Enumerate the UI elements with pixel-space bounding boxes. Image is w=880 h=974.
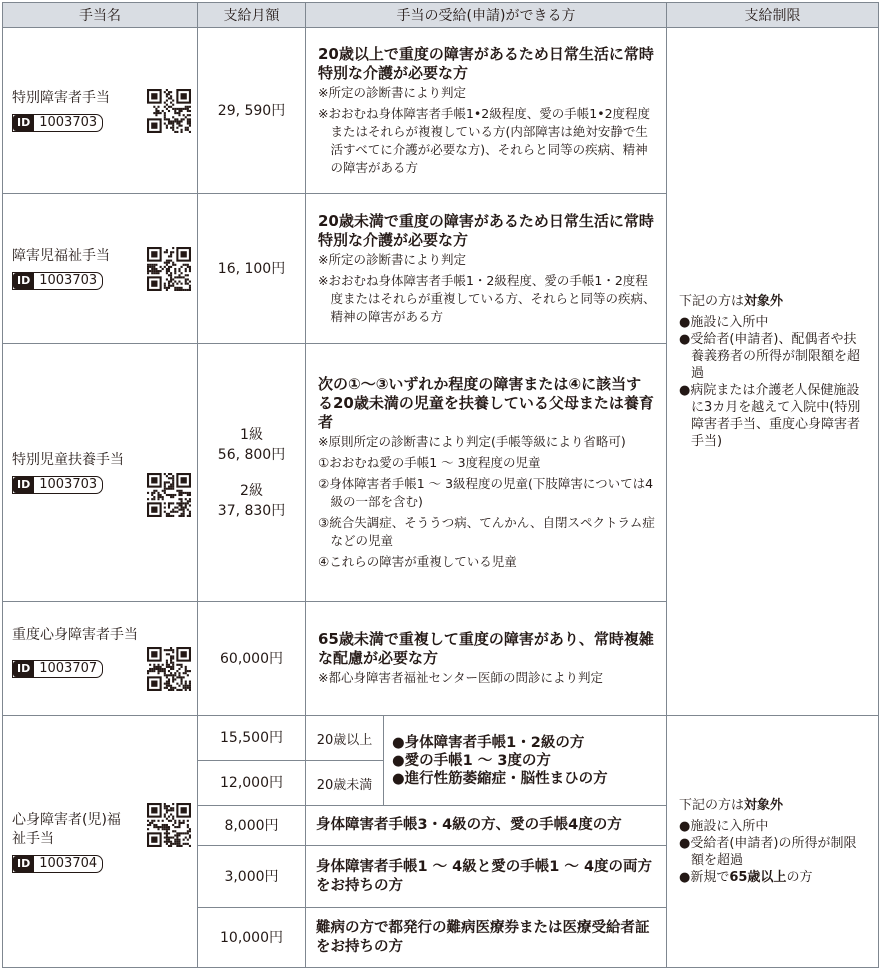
restriction-cell-top	[667, 28, 879, 716]
age-value: 20歳未満	[316, 777, 373, 793]
amount-value: 10,000円	[220, 929, 283, 946]
grade2-amount: 37, 830円	[217, 502, 286, 519]
restriction-item	[679, 869, 868, 886]
allowance-table	[2, 2, 879, 968]
id-badge[interactable]	[12, 660, 103, 678]
eligibility-cell: 身体障害者手帳1 ～ 4級と愛の手帳1 ～ 4度の両方をお持ちの方	[306, 846, 667, 908]
eligibility-cell	[306, 28, 667, 194]
amount-cell	[198, 908, 306, 968]
grade1-amount: 56, 800円	[217, 446, 286, 463]
amount-value: 29, 590円	[217, 102, 286, 119]
eligibility-cell: 身体障害者手帳3・4級の方、愛の手帳4度の方	[306, 806, 667, 846]
id-badge[interactable]	[12, 114, 103, 132]
amount-cell	[198, 344, 306, 602]
qr-code-icon[interactable]	[147, 803, 191, 847]
eligibility-lead: 次の①～③いずれか程度の障害または④に該当する20歳未満の児童を扶養している父母または養育者	[318, 374, 654, 431]
eligibility-lead: 20歳以上で重度の障害があるため日常生活に常時特別な介護が必要な方	[318, 44, 654, 82]
restriction-item: ●病院または介護老人保健施設に3カ月を越えて入院中(特別障害者手当、重度心身障害者手当)	[679, 383, 861, 449]
combined-item: ●身体障害者手帳1・2級の方	[392, 734, 585, 751]
id-number: 1003703	[39, 273, 98, 288]
restriction-item: ●施設に入所中	[679, 819, 769, 834]
id-tag: ID	[13, 273, 34, 289]
eligibility-note: ※所定の診断書により判定	[318, 84, 466, 100]
header-row	[3, 3, 879, 28]
allowance-name: 特別児童扶養手当	[12, 452, 124, 468]
allowance-name: 障害児福祉手当	[12, 248, 110, 264]
qr-code-icon[interactable]	[147, 89, 191, 133]
restriction-title	[679, 797, 868, 814]
restriction-title-prefix: 下記の方は	[679, 294, 745, 309]
combined-eligibility-cell	[384, 716, 667, 806]
amount-cell	[198, 716, 306, 761]
combined-item: ●愛の手帳1 ～ 3度の方	[392, 752, 551, 769]
id-number: 1003703	[39, 477, 98, 492]
amount-value: 8,000円	[224, 817, 279, 834]
allowance-name: 重度心身障害者手当	[12, 627, 138, 643]
age-cell	[306, 761, 384, 806]
allowance-name-cell	[3, 194, 198, 344]
eligibility-item: ③統合失調症、そううつ病、てんかん、自閉スペクトラム症などの児童	[318, 514, 655, 548]
restriction-item: ●受給者(申請者)の所得が制限額を超過	[679, 836, 857, 868]
restriction-title-bold: 対象外	[744, 798, 784, 813]
eligibility-detail: ※おおむね身体障害者手帳1•2級程度、愛の手帳1•2度程度またはそれらが複複している方(内部障害は絶対安静で生活すべてに介護が必要な方)、それらと同等の疾病、精神の障害がある方	[318, 105, 651, 175]
grade2-label: 2級	[240, 482, 263, 499]
qr-code-icon[interactable]	[147, 247, 191, 291]
header-amount: 支給月額	[198, 3, 306, 28]
restriction-title-prefix: 下記の方は	[679, 798, 745, 813]
table-row	[3, 28, 879, 194]
eligibility-item: ④これらの障害が重複している児童	[318, 553, 517, 569]
eligibility-cell	[306, 602, 667, 716]
amount-value: 16, 100円	[217, 260, 286, 277]
id-tag: ID	[13, 115, 34, 131]
restriction-item-bold: 65歳以上	[729, 870, 787, 885]
amount-value: 3,000円	[224, 868, 279, 885]
restriction-item: ●施設に入所中	[679, 315, 769, 330]
amount-cell	[198, 761, 306, 806]
eligibility-lead: 20歳未満で重度の障害があるため日常生活に常時特別な介護が必要な方	[318, 211, 654, 249]
age-value: 20歳以上	[316, 732, 373, 748]
amount-cell	[198, 806, 306, 846]
allowance-name: 特別障害者手当	[12, 90, 110, 106]
eligibility-cell: 難病の方で都発行の難病医療券または医療受給者証をお持ちの方	[306, 908, 667, 968]
eligibility-detail: ※おおむね身体障害者手帳1・2級程度、愛の手帳1・2度程度またはそれらが重複している方、それらと同等の疾病、精神の障害がある方	[318, 272, 656, 324]
id-tag: ID	[13, 477, 34, 493]
allowance-name-cell	[3, 28, 198, 194]
id-tag: ID	[13, 856, 34, 872]
allowance-name-cell	[3, 716, 198, 968]
amount-value: 60,000円	[220, 650, 283, 667]
restriction-cell-bottom	[667, 716, 879, 968]
restriction-item-suffix: の方	[786, 870, 813, 885]
header-eligibility: 手当の受給(申請)ができる方	[306, 3, 667, 28]
eligibility-item: ①おおむね愛の手帳1 ～ 3度程度の児童	[318, 454, 541, 470]
allowance-name: 心身障害者(児)福祉手当	[12, 811, 121, 847]
id-badge[interactable]	[12, 272, 103, 290]
eligibility-cell	[306, 344, 667, 602]
grade1-label: 1級	[240, 426, 263, 443]
id-number: 1003707	[39, 661, 98, 676]
amount-cell	[198, 194, 306, 344]
id-badge[interactable]	[12, 855, 103, 873]
id-number: 1003704	[39, 855, 98, 871]
eligibility-cell	[306, 194, 667, 344]
allowance-name-cell	[3, 602, 198, 716]
id-number: 1003703	[39, 115, 98, 130]
amount-cell	[198, 28, 306, 194]
amount-cell	[198, 846, 306, 908]
id-badge[interactable]	[12, 476, 103, 494]
restriction-title	[679, 293, 868, 310]
restriction-title-bold: 対象外	[744, 294, 784, 309]
age-cell	[306, 716, 384, 761]
eligibility-item: ②身体障害者手帳1 ～ 3級程度の児童(下肢障害については4級の一部を含む)	[318, 475, 654, 509]
amount-cell	[198, 602, 306, 716]
header-restriction: 支給制限	[667, 3, 879, 28]
eligibility-note: ※都心身障害者福祉センター医師の問診により判定	[318, 670, 603, 685]
id-tag: ID	[13, 661, 34, 677]
amount-value: 12,000円	[220, 775, 283, 791]
qr-code-icon[interactable]	[147, 647, 191, 691]
eligibility-note: ※原則所定の診断書により判定(手帳等級により省略可)	[318, 433, 626, 449]
eligibility-lead: 65歳未満で重複して重度の障害があり、常時複雑な配慮が必要な方	[318, 630, 654, 667]
allowance-name-cell	[3, 344, 198, 602]
amount-value: 15,500円	[220, 730, 283, 746]
table-row	[3, 716, 879, 761]
combined-item: ●進行性筋萎縮症・脳性まひの方	[392, 770, 608, 787]
restriction-item: ●受給者(申請者)、配偶者や扶養義務者の所得が制限額を超過	[679, 332, 861, 381]
eligibility-note: ※所定の診断書により判定	[318, 251, 466, 267]
header-name: 手当名	[3, 3, 198, 28]
restriction-item-prefix: ●新規で	[679, 870, 730, 885]
qr-code-icon[interactable]	[147, 473, 191, 517]
